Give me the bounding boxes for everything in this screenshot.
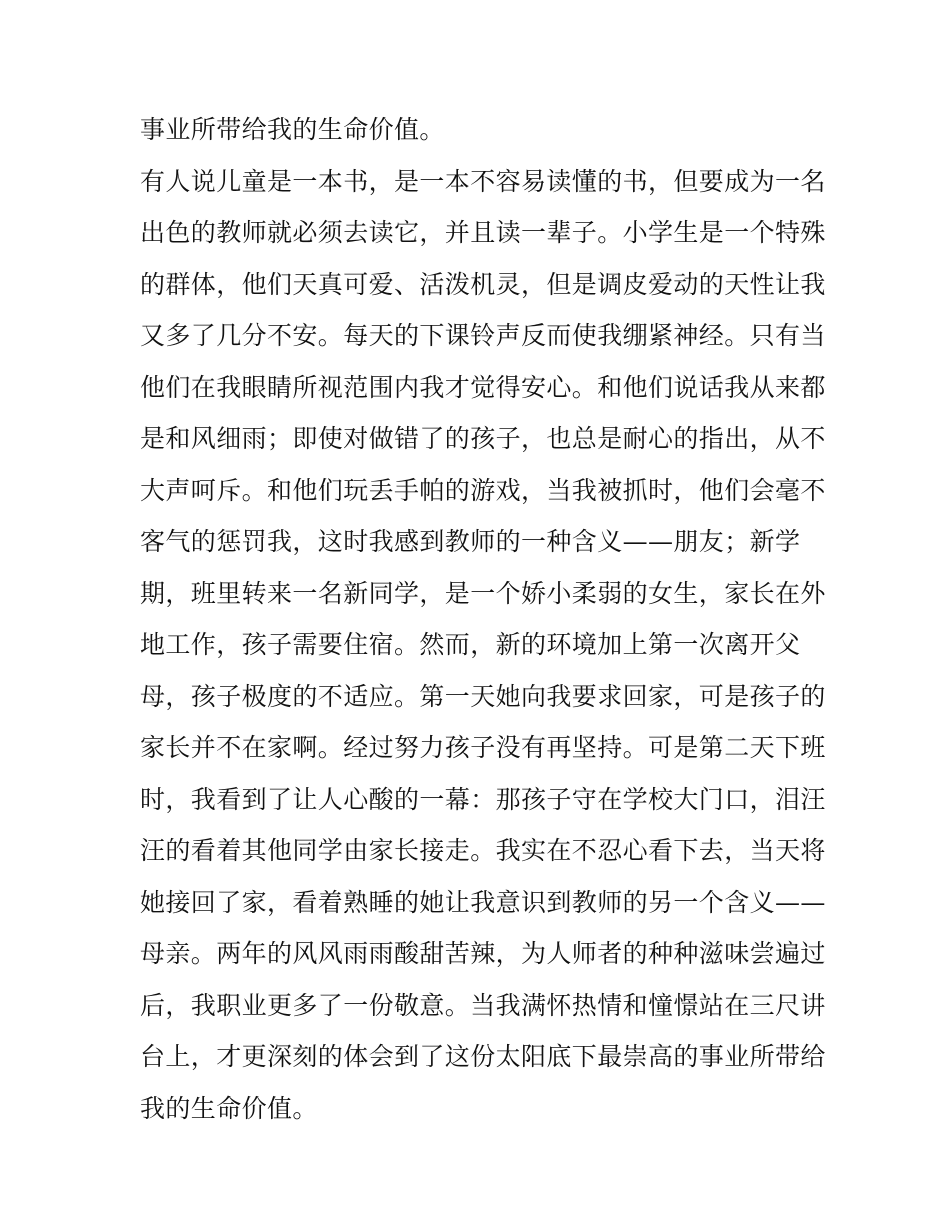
text-line: 汪的看着其他同学由家长接走。我实在不忍心看下去，当天将 — [140, 836, 826, 865]
text-line: 又多了几分不安。每天的下课铃声反而使我绷紧神经。只有当 — [140, 321, 826, 350]
text-line: 大声呵斥。和他们玩丢手帕的游戏，当我被抓时，他们会毫不 — [140, 475, 826, 505]
text-line: 后，我职业更多了一份敬意。当我满怀热情和憧憬站在三尺讲 — [140, 990, 826, 1020]
text-line: 的群体，他们天真可爱、活泼机灵，但是调皮爱动的天性让我 — [140, 269, 826, 299]
body-text — [140, 104, 826, 1134]
text-line: 地工作，孩子需要住宿。然而，新的环境加上第一次离开父 — [140, 630, 801, 659]
text-line: 家长并不在家啊。经过努力孩子没有再坚持。可是第二天下班 — [140, 733, 826, 762]
text-line: 有人说儿童是一本书，是一本不容易读懂的书，但要成为一名 — [140, 166, 826, 196]
text-line: 客气的惩罚我，这时我感到教师的一种含义——朋友；新学 — [140, 527, 801, 556]
text-line: 事业所带给我的生命价值。 — [140, 115, 445, 144]
text-line: 台上，才更深刻的体会到了这份太阳底下最崇高的事业所带给 — [140, 1042, 826, 1071]
text-line: 是和风细雨；即使对做错了的孩子，也总是耐心的指出，从不 — [140, 424, 826, 453]
text-line: 母亲。两年的风风雨雨酸甜苦辣，为人师者的种种滋味尝遍过 — [140, 939, 826, 968]
text-line: 我的生命价值。 — [140, 1093, 318, 1123]
text-line: 母，孩子极度的不适应。第一天她向我要求回家，可是孩子的 — [140, 681, 826, 711]
text-line: 他们在我眼睛所视范围内我才觉得安心。和他们说话我从来都 — [140, 372, 826, 402]
text-line: 出色的教师就必须去读它，并且读一辈子。小学生是一个特殊 — [140, 218, 826, 247]
text-line: 她接回了家，看着熟睡的她让我意识到教师的另一个含义—— — [140, 887, 826, 917]
text-line: 期，班里转来一名新同学，是一个娇小柔弱的女生，家长在外 — [140, 578, 826, 608]
text-line: 时，我看到了让人心酸的一幕：那孩子守在学校大门口，泪汪 — [140, 784, 826, 814]
